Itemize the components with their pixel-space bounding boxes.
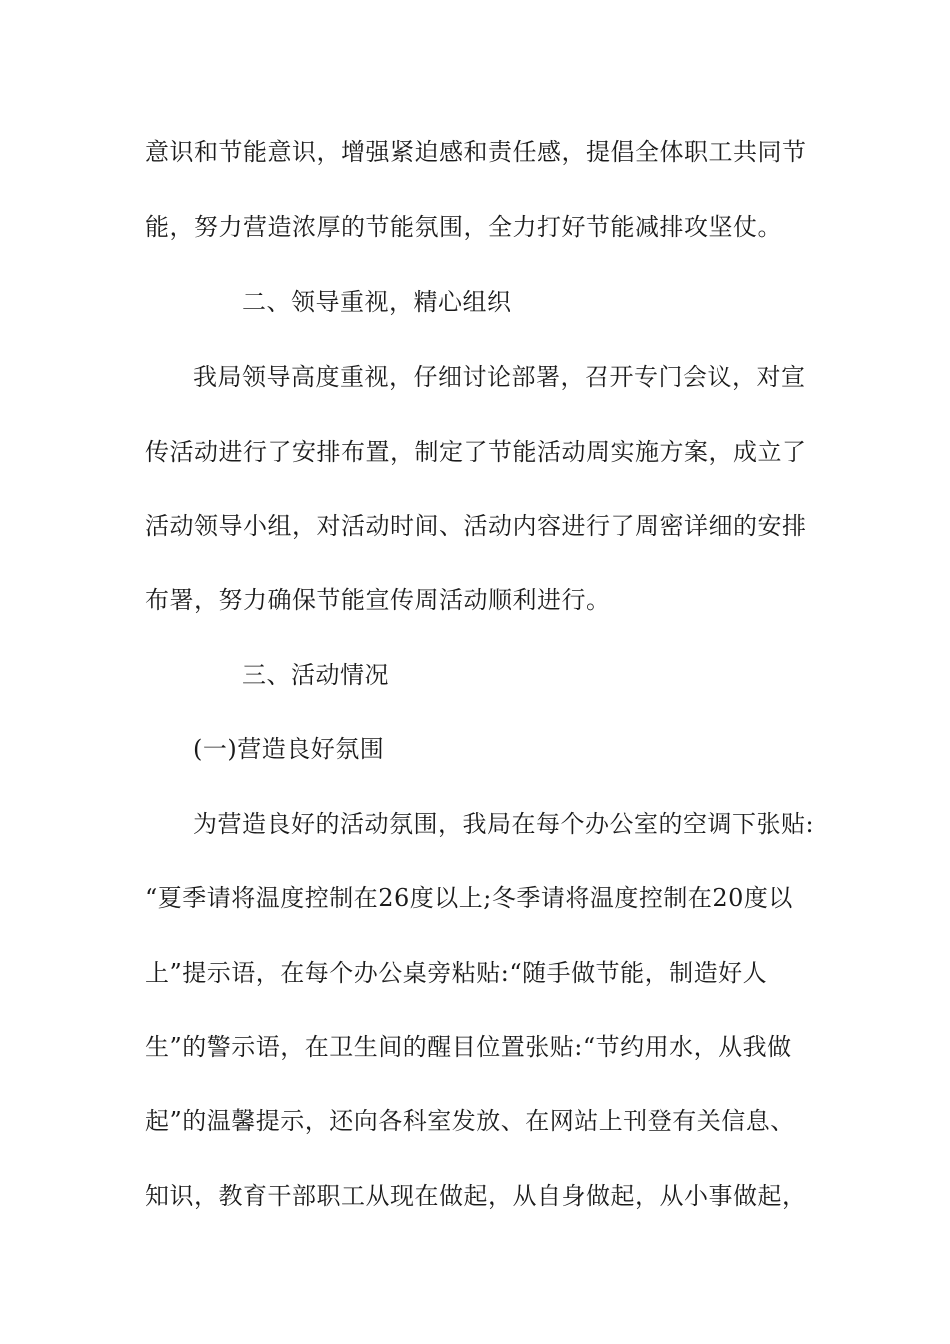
paragraph-line: 布署，努力确保节能宣传周活动顺利进行。 (145, 586, 611, 614)
paragraph-line: 我局领导高度重视，仔细讨论部署，召开专门会议，对宣 (193, 363, 806, 391)
paragraph-line: 能，努力营造浓厚的节能氛围，全力打好节能减排攻坚仗。 (145, 213, 782, 241)
subsection-heading: (一)营造良好氛围 (193, 735, 385, 763)
paragraph-line: 传活动进行了安排布置，制定了节能活动周实施方案，成立了 (145, 438, 807, 466)
section-heading: 三、活动情况 (242, 661, 389, 689)
paragraph-line: 活动领导小组，对活动时间、活动内容进行了周密详细的安排 (145, 512, 807, 540)
section-heading: 二、领导重视，精心组织 (242, 288, 512, 316)
paragraph-line: 意识和节能意识，增强紧迫感和责任感，提倡全体职工共同节 (145, 138, 807, 166)
paragraph-line: 为营造良好的活动氛围，我局在每个办公室的空调下张贴: (193, 810, 815, 838)
paragraph-line: 知识，教育干部职工从现在做起，从自身做起，从小事做起， (145, 1182, 807, 1210)
paragraph-line: “夏季请将温度控制在26度以上;冬季请将温度控制在20度以 (145, 884, 793, 912)
paragraph-line: 上”提示语，在每个办公桌旁粘贴:“随手做节能，制造好人 (145, 959, 768, 987)
paragraph-line: 生”的警示语，在卫生间的醒目位置张贴:“节约用水，从我做 (145, 1033, 792, 1061)
paragraph-line: 起”的温馨提示，还向各科室发放、在网站上刊登有关信息、 (145, 1107, 795, 1135)
